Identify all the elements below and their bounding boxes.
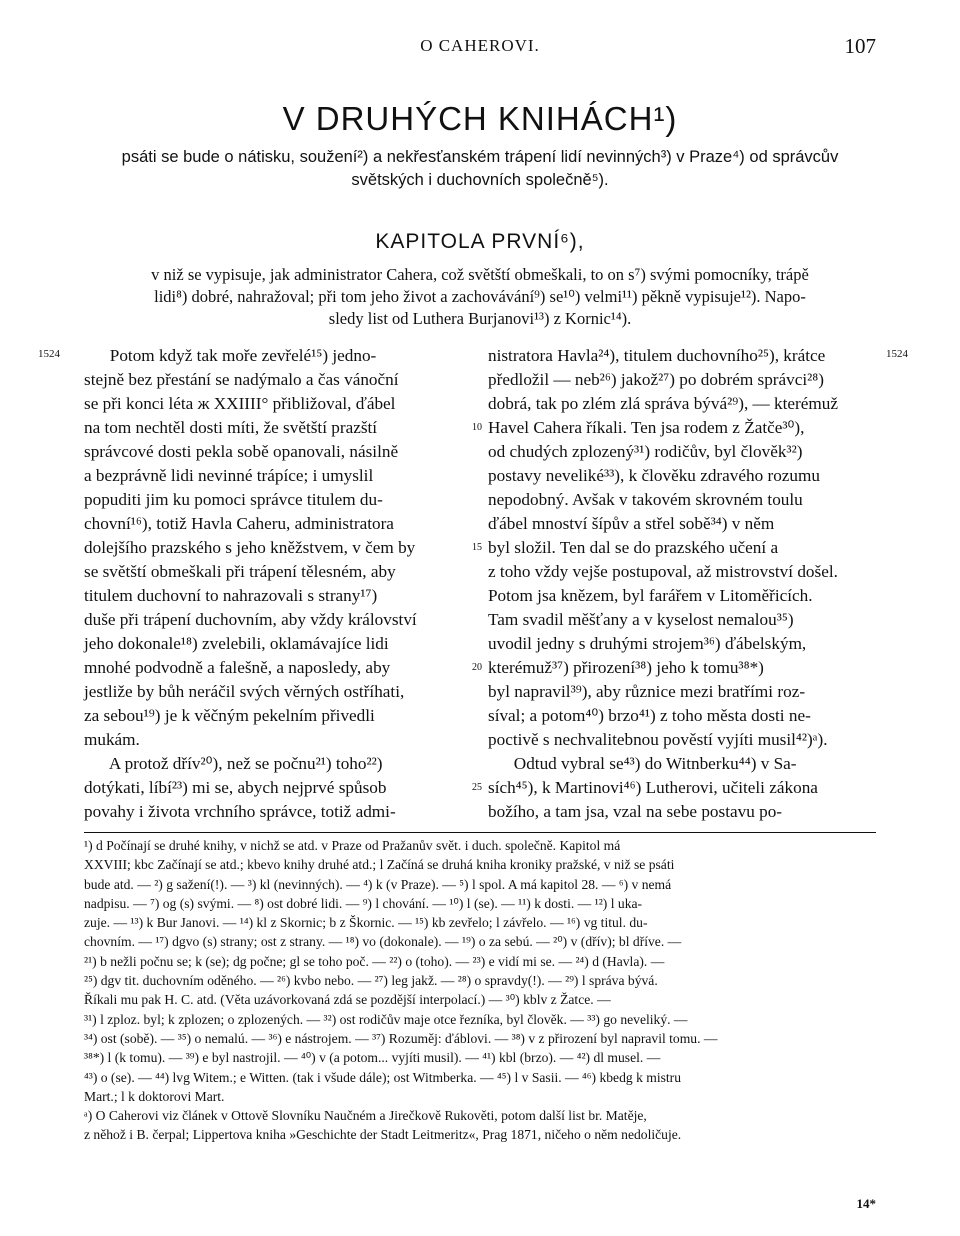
line-number: 15	[472, 542, 482, 553]
text-line: božího, a tam jsa, vzal na sebe postavu po-	[488, 802, 783, 821]
text-line: chovní¹⁶), totiž Havla Caheru, administratora	[84, 514, 394, 533]
text-line: ďábel mnoství šípův a střel sobě³⁴) v něm	[488, 514, 775, 533]
text-line: byl složil. Ten dal se do prazského učení a	[488, 538, 779, 557]
subtitle-line: světských i duchovních společně⁵).	[351, 171, 609, 189]
text-line: síval; a potom⁴⁰) brzo⁴¹) z toho města dosti ne-	[488, 706, 811, 725]
text-line: nistratora Havla²⁴), titulem duchovního²⁵), krátce	[488, 346, 826, 365]
text-line: se světští obmeškali při trápení tělesném, aby	[84, 562, 396, 581]
text-line: za sebou¹⁹) je k věčným pekelním přivedli	[84, 706, 375, 725]
footnote-line: chovním. — ¹⁷) dgvo (s) strany; ost z strany. — ¹⁸) vo (dokonale). — ¹⁹) o za sebú. — ²⁰) v (dřív); bl dříve. —	[84, 934, 682, 950]
chapter-summary	[84, 264, 876, 330]
text-line: mukám.	[84, 730, 140, 749]
footnote-line: nadpisu. — ⁷) og (s) svými. — ⁸) ost dobré lidi. — ⁹) l chování. — ¹⁰) l (se). — ¹¹) k dosti. — ¹²) l uka-	[84, 895, 643, 911]
text-line: se při konci léta ж XXIIII° přibližoval, ďábel	[84, 394, 396, 413]
body-column-right	[488, 344, 876, 824]
running-header	[0, 34, 960, 60]
text-line: Odtud vybral se⁴³) do Witnberku⁴⁴) v Sa-	[488, 754, 797, 773]
footnote-separator	[84, 832, 876, 833]
text-line: postavy neveliké³³), k člověku zdravého rozumu	[488, 466, 820, 485]
footnote-line: ᵃ) O Caherovi viz článek v Ottově Slovníku Naučném a Jirečkově Rukověti, potom další list br. Matěje,	[84, 1108, 647, 1124]
text-line: jestliže by bůh neráčil svých věrných ostříhati,	[84, 682, 405, 701]
margin-year-right: 1524	[886, 348, 908, 360]
text-line: správcové dosti pekla sobě opanovali, násilně	[84, 442, 399, 461]
text-line: nepodobný. Avšak v takovém skrovném toulu	[488, 490, 803, 509]
summary-line: sledy list od Luthera Burjanovi¹³) z Kornic¹⁴).	[328, 309, 632, 328]
body-column-left	[84, 344, 472, 824]
text-line: povahy i života vrchního správce, totiž admi-	[84, 802, 396, 821]
text-line: Potom když tak moře zevřelé¹⁵) jedno-	[84, 346, 377, 365]
book-subtitle	[84, 146, 876, 192]
line-number: 20	[472, 662, 482, 673]
text-line: byl napravil³⁹), aby různice mezi bratřími roz-	[488, 682, 806, 701]
footnote-line: ³¹) l zploz. byl; k zplozen; o zplozených. — ³²) ost rodičův maje otce řezníka, byl člověk. — ³³) go neveliký. —	[84, 1011, 688, 1027]
signature-mark: 14*	[856, 1196, 876, 1211]
summary-line: v niž se vypisuje, jak administrator Cahera, což světští obmeškali, to on s⁷) svými pomocníky, trápě	[151, 265, 809, 284]
text-line: sích⁴⁵), k Martinovi⁴⁶) Lutherovi, učiteli zákona	[488, 778, 818, 797]
margin-year-left: 1524	[38, 348, 60, 360]
running-title: O CAHEROVI.	[420, 36, 540, 55]
text-line: popuditi jim ku pomoci správce titulem du-	[84, 490, 383, 509]
text-line: od chudých zplozený³¹) rodičův, byl člověk³²)	[488, 442, 803, 461]
text-line: dolejšího prazského s jeho kněžstvem, v čem by	[84, 538, 416, 557]
text-line: kterémuž³⁷) přirození³⁸) jeho k tomu³⁸*)	[488, 658, 764, 677]
summary-line: lidi⁸) dobré, nahražoval; při tom jeho život a zachovávání⁹) se¹⁰) velmi¹¹) pěkně vypisuje¹²). Napo-	[154, 287, 806, 306]
footnote-line: Mart.; l k doktorovi Mart.	[84, 1088, 225, 1104]
subtitle-line: psáti se bude o nátisku, soužení²) a nekřesťanském trápení lidí nevinných³) v Praze⁴) od správcův	[121, 148, 839, 166]
footnote-line: z něhož i B. čerpal; Lippertova kniha »Geschichte der Stadt Leitmeritz«, Prag 1871, ničeho o něm nedoličuje.	[84, 1127, 682, 1143]
text-line: z toho vždy vejše postupoval, až mistrovství došel.	[488, 562, 838, 581]
text-line: A protož dřív²⁰), než se počnu²¹) toho²²)	[84, 754, 383, 773]
text-line: Havel Cahera říkali. Ten jsa rodem z Žatče³⁰),	[488, 418, 805, 437]
text-line: uvodil jedny s druhými strojem³⁶) ďábelským,	[488, 634, 807, 653]
footnote-line: Říkali mu pak H. C. atd. (Věta uzávorkovaná zdá se pozdější interpolací.) — ³⁰) kblv z Žatce. —	[84, 992, 611, 1008]
page-number: 107	[844, 34, 876, 58]
footnote-line: zuje. — ¹³) k Bur Janovi. — ¹⁴) kl z Skornic; b z Škornic. — ¹⁵) kb zevřelo; l závřelo. — ¹⁶) vg titul. du-	[84, 915, 648, 931]
text-line: poctivě s nechvalitebnou pověstí vyjíti musil⁴²)ᵃ).	[488, 730, 828, 749]
footnote-line: ¹) d Počínají se druhé knihy, v nichž se atd. v Praze od Pražanův svět. i duch. společně. Kapitol má	[84, 838, 621, 853]
footnote-line: bude atd. — ²) g sažení(!). — ³) kl (nevinných). — ⁴) k (v Praze). — ⁵) l spol. A má kapitol 28. — ⁶) v nemá	[84, 876, 672, 892]
footnotes	[84, 836, 876, 1145]
chapter-heading: KAPITOLA PRVNÍ⁶),	[375, 230, 585, 253]
footnote-line: ³⁸*) l (k tomu). — ³⁹) e byl nastrojil. — ⁴⁰) v (a potom... vyjíti musil). — ⁴¹) kbl (brzo). — ⁴²) dl musel. —	[84, 1050, 661, 1066]
text-line: dotýkati, líbí²³) mi se, abych nejprvé spůsob	[84, 778, 387, 797]
footnote-line: ²¹) b nežli počnu se; k (se); dg počne; gl se toho poč. — ²²) o (toho). — ²³) e vidí mi se. — ²⁴) d (Havla). —	[84, 953, 665, 969]
text-line: duše při trápení duchovním, aby vždy království	[84, 610, 417, 629]
book-title: V DRUHÝCH KNIHÁCH¹)	[282, 100, 678, 137]
text-line: předložil — neb²⁶) jakož²⁷) po dobrém správci²⁸)	[488, 370, 825, 389]
text-line: Tam svadil měšťany a v kyselost nemalou³⁵)	[488, 610, 794, 629]
text-line: titulem duchovní to nahrazovali s strany¹⁷)	[84, 586, 378, 605]
line-number: 10	[472, 422, 482, 433]
text-line: a bezprávně lidi nevinné trápíce; i umyslil	[84, 466, 374, 485]
footnote-line: XXVIII; kbc Začínají se atd.; kbevo knihy druhé atd.; l Začíná se druhá kniha kroniky pražské, v niž se psáti	[84, 857, 675, 873]
footnote-line: ²⁵) dgv tit. duchovním oděného. — ²⁶) kvbo nebo. — ²⁷) leg jakž. — ²⁸) o spravdy(!). — ²⁹) l správa bývá.	[84, 973, 658, 989]
text-line: stejně bez přestání se nadýmalo a čas vánoční	[84, 370, 399, 389]
text-line: mnohé podvodně a falešně, a naposledy, aby	[84, 658, 391, 677]
line-number: 25	[472, 782, 482, 793]
text-line: na tom nechtěl dosti míti, že světští prazští	[84, 418, 378, 437]
text-line: jeho dokonale¹⁸) zvelebili, oklamávajíce lidi	[84, 634, 389, 653]
footnote-line: ⁴³) o (se). — ⁴⁴) lvg Witem.; e Witten. (tak i všude dále); ost Witmberka. — ⁴⁵) l v Sasii. — ⁴⁶) kbedg k mistru	[84, 1069, 682, 1085]
text-line: Potom jsa knězem, byl farářem v Litoměřicích.	[488, 586, 813, 605]
footnote-line: ³⁴) ost (sobě). — ³⁵) o nemalú. — ³⁶) e nástrojem. — ³⁷) Rozuměj: ďáblovi. — ³⁸) v z přirození byl napravil tomu. —	[84, 1030, 718, 1046]
text-line: dobrá, tak po zlém zlá správa bývá²⁹), — kterémuž	[488, 394, 838, 413]
